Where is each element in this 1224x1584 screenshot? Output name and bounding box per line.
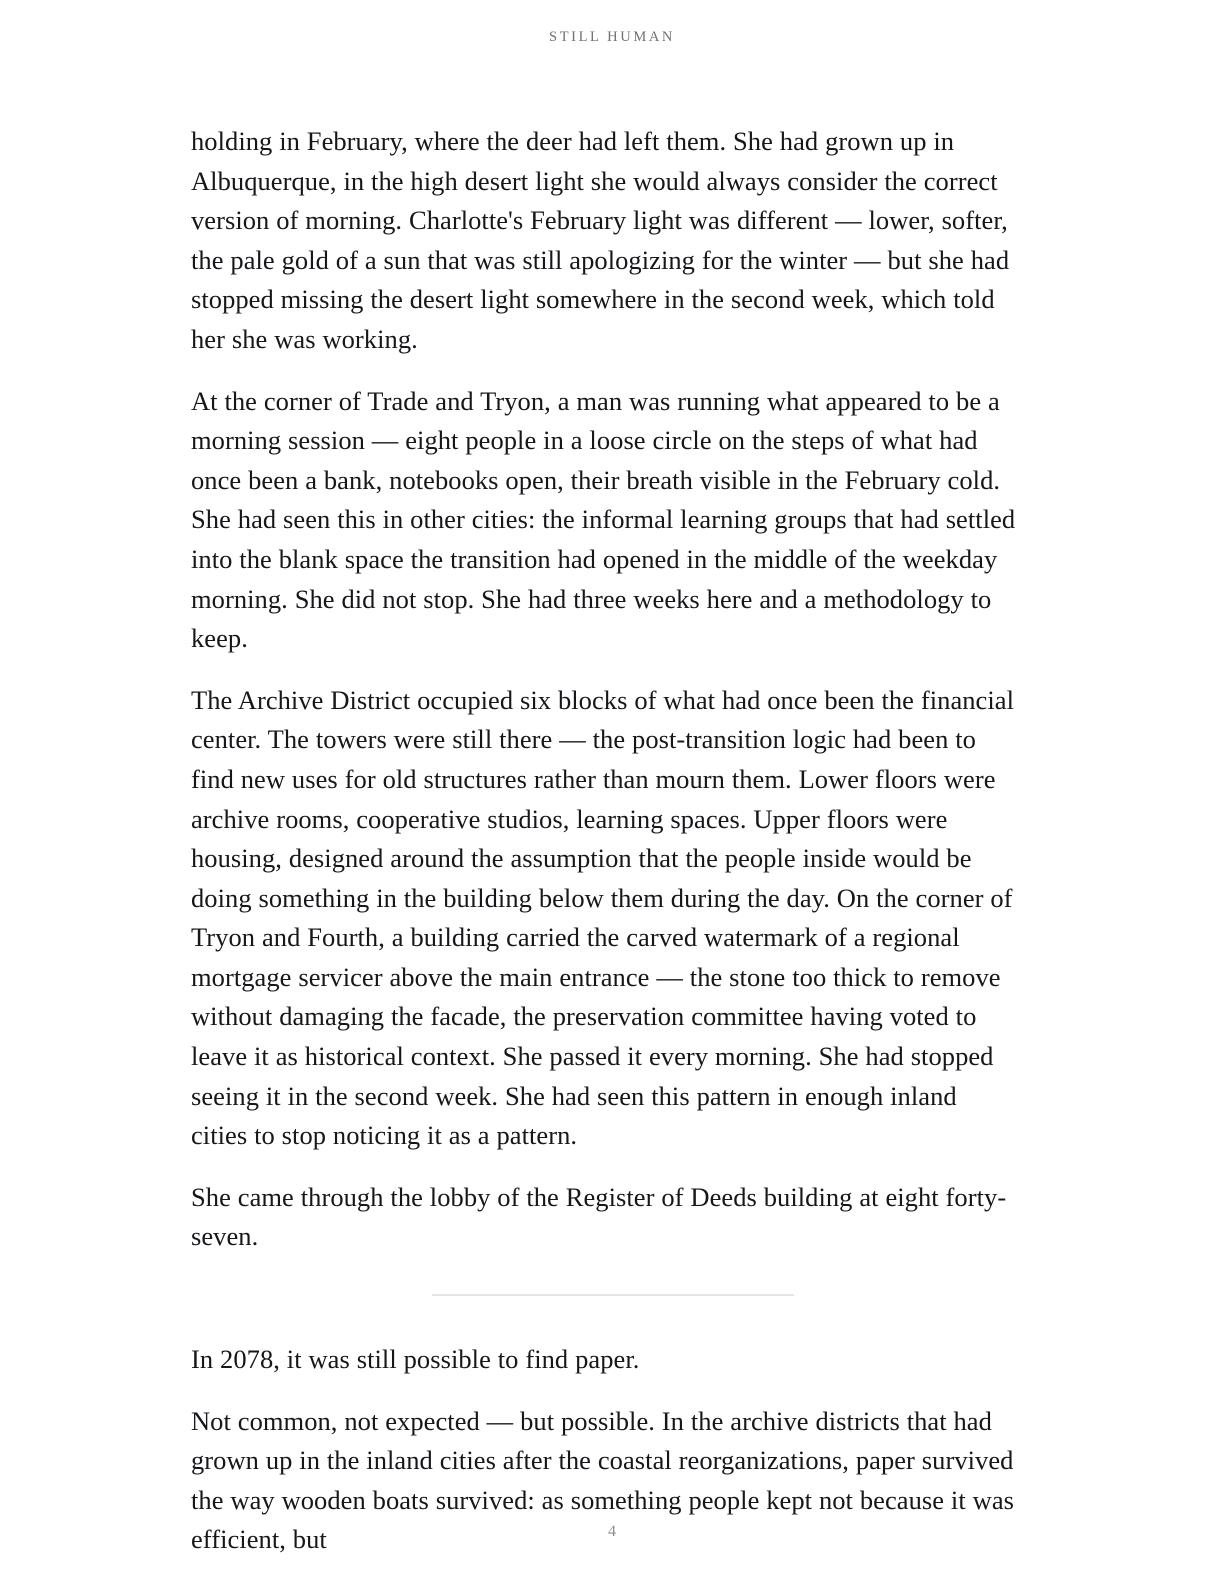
scene-break-rule	[432, 1294, 794, 1296]
body-text-column	[191, 122, 1019, 1560]
paragraph: holding in February, where the deer had left them. She had grown up in Albuquerque, in the high desert light she would always consider the correct version of morning. Charlotte's February light was different — lower, softer, the pale gold of a sun that was still apologizing for the winter — but she had stopped missing the desert light somewhere in the second week, which told her she was working.	[191, 126, 1010, 354]
paragraph: In 2078, it was still possible to find paper.	[191, 1344, 640, 1375]
scene-break-divider	[191, 1290, 1019, 1300]
paragraph: Not common, not expected — but possible. In the archive districts that had grown up in the inland cities after the coastal reorganizations, paper survived the way wooden boats survived: as something people kept not because it was efficient, but	[191, 1405, 1014, 1555]
paragraph: The Archive District occupied six blocks of what had once been the financial center. The towers were still there — the post-transition logic had been to find new uses for old structures rather than mourn them. Lower floors were archive rooms, cooperative studios, learning spaces. Upper floors were housing, designed around the assumption that the people inside would be doing something in the building below them during the day. On the corner of Tryon and Fourth, a building carried the carved watermark of a regional mortgage servicer above the main entrance — the stone too thick to remove without damaging the facade, the preservation committee having voted to leave it as historical context. She passed it every morning. She had stopped seeing it in the second week. She had seen this pattern in enough inland cities to stop noticing it as a pattern.	[191, 684, 1015, 1151]
running-head: STILL HUMAN	[549, 29, 675, 45]
page-number: 4	[608, 1523, 616, 1540]
paragraph: At the corner of Trade and Tryon, a man was running what appeared to be a morning session — eight people in a loose circle on the steps of what had once been a bank, notebooks open, their breath visible in the February cold. She had seen this in other cities: the informal learning groups that had settled into the blank space the transition had opened in the middle of the weekday morning. She did not stop. She had three weeks here and a methodology to keep.	[191, 385, 1016, 654]
paragraph: She came through the lobby of the Register of Deeds building at eight forty-seven.	[191, 1181, 1007, 1252]
